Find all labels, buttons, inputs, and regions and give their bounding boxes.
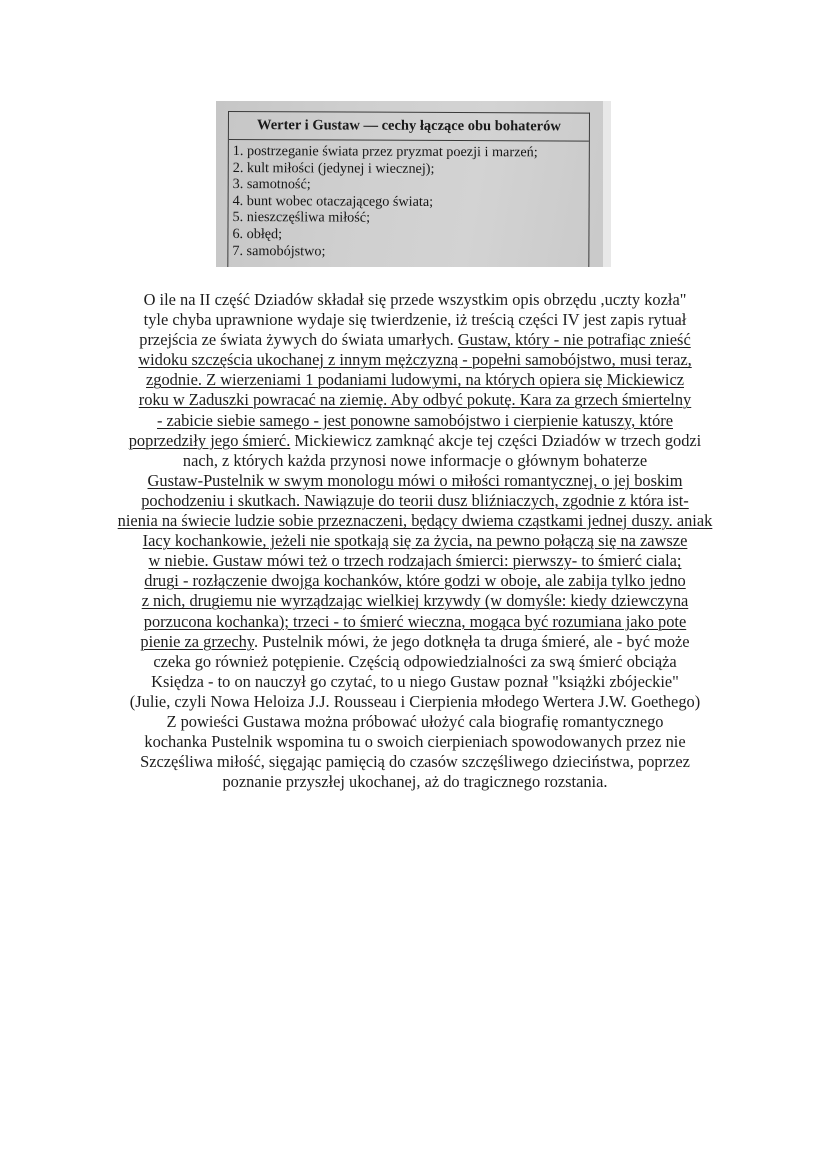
text-line: Szczęśliwa miłość, sięgając pamięcią do czasów szczęśliwego dzieciństwa, poprzez: [140, 752, 690, 772]
text-line: widoku szczęścia ukochanej z innym mężczyzną - popełni samobójstwo, musi teraz,: [138, 350, 692, 370]
text-line: Iacy kochankowie, jeżeli nie spotkają się za życia, na pewno połączą się na zawsze: [142, 531, 688, 551]
body-text: [90, 290, 740, 792]
traits-list: [228, 140, 589, 261]
list-item: 6. obłęd;: [232, 225, 283, 243]
text-line: roku w Zaduszki powracać na ziemię. Aby odbyć pokutę. Kara za grzech śmiertelny: [138, 390, 692, 410]
text-line: w niebie. Gustaw mówi też o trzech rodzajach śmierci: pierwszy- to śmierć ciala;: [148, 551, 682, 571]
list-item: 5. nieszczęśliwa miłość;: [232, 209, 371, 226]
list-item: 1. postrzeganie świata przez pryzmat poezji i marzeń;: [232, 143, 538, 161]
text-line: Księdza - to on nauczył go czytać, to u niego Gustaw poznał "książki zbójeckie": [151, 671, 679, 691]
list-item: 3. samotność;: [232, 176, 311, 193]
text-line: Gustaw-Pustelnik w swym monologu mówi o miłości romantycznej, o jej boskim: [147, 470, 683, 490]
list-item: 2. kult miłości (jedynej i wiecznej);: [232, 159, 435, 177]
text-line: O ile na II część Dziadów składał się przede wszystkim opis obrzędu ,uczty kozła": [143, 290, 687, 309]
list-item: 4. bunt wobec otaczającego świata;: [232, 192, 434, 210]
text-line: z nich, drugiemu nie wyrządzając wielkiej krzywdy (w domyśle: kiedy dziewczyna: [141, 591, 689, 611]
text-line: poznanie przyszłej ukochanej, aż do tragicznego rozstania.: [222, 772, 608, 792]
text-line: nach, z których każda przynosi nowe informacje o głównym bohaterze: [182, 450, 648, 470]
text-line: czeka go również potępienie. Częścią odpowiedzialności za swą śmierć obciąża: [153, 651, 677, 671]
text-line: pochodzeniu i skutkach. Nawiązuje do teorii dusz bliźniaczych, zgodnie z która ist-: [141, 490, 689, 510]
text-line: - zabicie siebie samego - jest ponowne samobójstwo i cierpienie katuszy, które: [157, 410, 673, 430]
scanned-table-photo: [216, 101, 611, 267]
text-line: zgodnie. Z wierzeniami 1 podaniami ludowymi, na których opiera się Mickiewicz: [146, 370, 684, 390]
text-line: poprzedziły jego śmierć. Mickiewicz zamknąć akcje tej części Dziadów w trzech godzi: [128, 430, 702, 450]
text-line: porzucona kochanka); trzeci - to śmierć wieczna, mogąca być rozumiana jako pote: [143, 611, 687, 631]
text-line: drugi - rozłączenie dwojga kochanków, które godzi w oboje, ale zabija tylko jedno: [144, 571, 686, 591]
text-line: przejścia ze świata żywych do świata umarłych. Gustaw, który - nie potrafiąc znieść: [139, 330, 691, 350]
list-item: 7. samobójstwo;: [232, 242, 326, 259]
table-title: Werter i Gustaw — cechy łączące obu bohaterów: [229, 112, 589, 142]
text-line: pienie za grzechy. Pustelnik mówi, że jego dotknęła ta druga śmieré, ale - być może: [140, 631, 690, 651]
text-line: Z powieści Gustawa można próbować ułożyć cala biografię romantycznego: [166, 711, 664, 731]
text-line: tyle chyba uprawnione wydaje się twierdzenie, iż treścią części IV jest zapis rytuał: [143, 310, 687, 330]
text-line: (Julie, czyli Nowa Heloiza J.J. Rousseau i Cierpienia młodego Wertera J.W. Goethego): [129, 691, 701, 711]
photo-edge: [603, 101, 611, 267]
text-line: nienia na świecie ludzie sobie przeznaczeni, będący dwiema cząstkami jednej duszy. aniak: [117, 511, 713, 531]
text-line: kochanka Pustelnik wspomina tu o swoich cierpieniach spowodowanych przez nie: [144, 732, 686, 752]
traits-table: [227, 111, 590, 267]
